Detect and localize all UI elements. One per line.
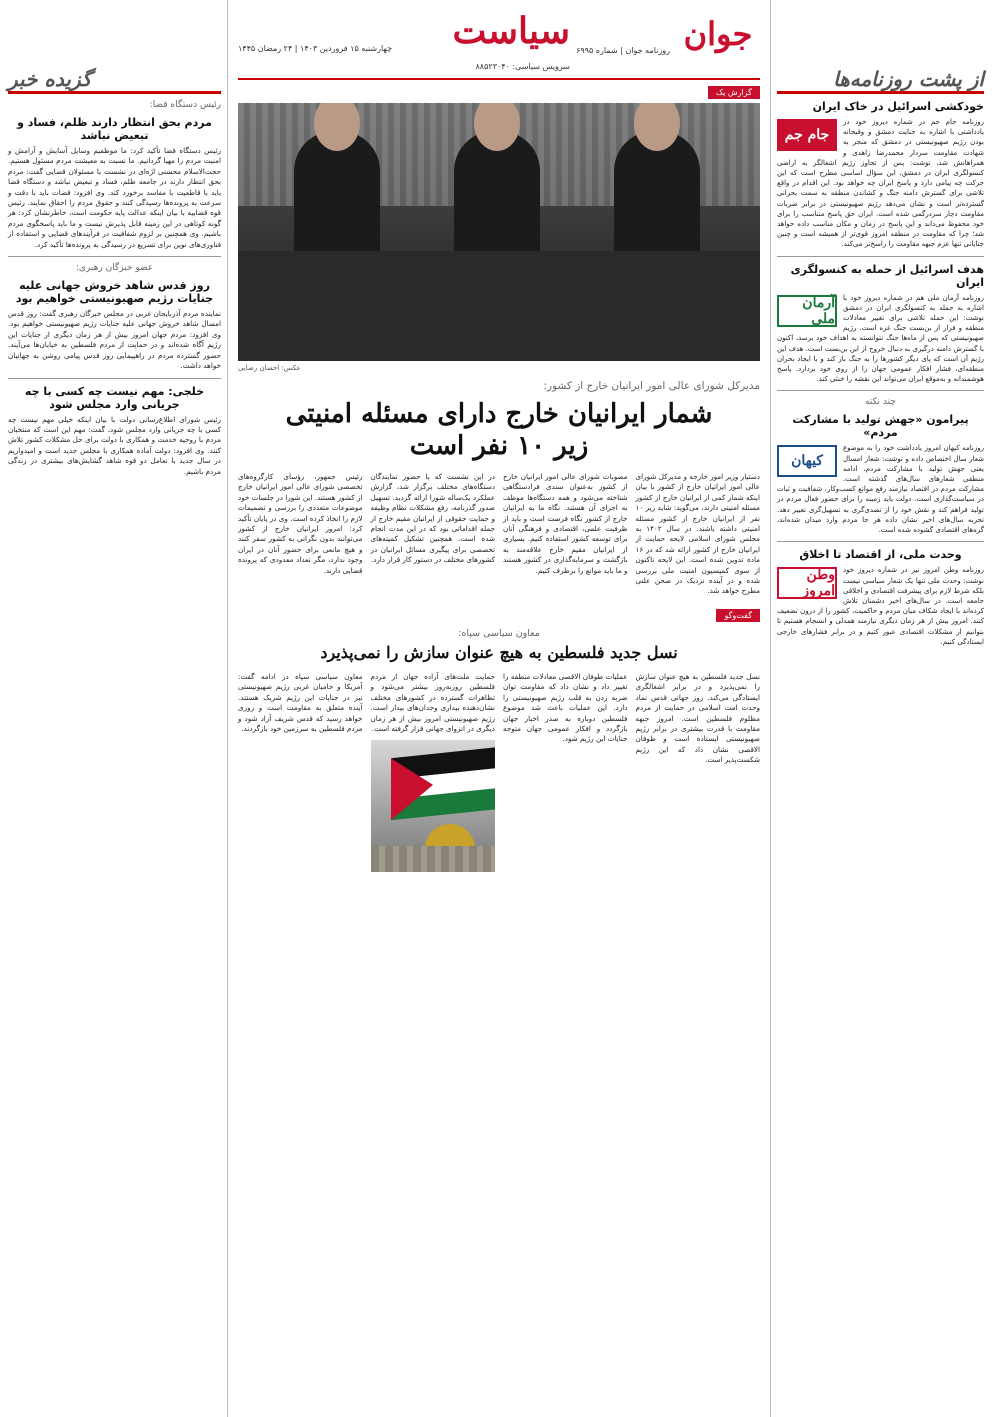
news-item-title: مردم بحق انتظار دارند ظلم، فساد و تبعیض نباشد [17, 116, 212, 142]
article-supertitle: مدیرکل شورای عالی امور ایرانیان خارج از کشور: [543, 380, 760, 392]
news-item-body: رئیس دستگاه قضا تأکید کرد: ما موظفیم وسایل آسایش و آرامش و امنیت مردم را مهیا گردانیم. ما نسبت به معیشت مردم مسئول هستیم. حجت‌الاسلام محسنی اژه‌ای در نشست با مسئولان قضایی گفت: مردم بحق انتظار دارند در جامعه ظلم، فساد و تبعیض نباشد و دستگاه قضا باید با قاطعیت با مفاسد برخورد کند. وی افزود: قضات باید با دقت و سرعت به پرونده‌ها رسیدگی کنند و حقوق مردم را احقاق نمایند. رئیس قوه قضاییه با بیان اینکه عدالت پایه حکومت است، خاطرنشان کرد: هر گونه کوتاهی در این زمینه قابل پذیرش نیست و ما باید پاسخگوی مردم باشیم. وی همچنین بر لزوم شفافیت در فرآیندهای قضایی و استفاده از فناوری‌های نوین برای تسریع در رسیدگی به پرونده‌ها تأکید کرد. [8, 146, 221, 249]
article-columns [238, 472, 760, 597]
article-column: عملیات طوفان الاقصی معادلات منطقه را تغییر داد و نشان داد که مقاومت توان ضربه زدن به قلب رژیم صهیونیستی را دارد. این عملیات باعث شد موضوع فلسطین دوباره به صدر اخبار جهان بازگردد و افکار عمومی جهان متوجه جنایات این رژیم شود. [503, 671, 628, 744]
jamejam-logo: جام جم [777, 119, 837, 151]
divider [777, 541, 984, 542]
article-headline: نسل جدید فلسطین به هیچ عنوان سازش را نمی‌پذیرد [320, 642, 678, 662]
press-item-title: خودکشی اسرائیل در خاک ایران [812, 100, 984, 113]
article-column: نسل جدید فلسطین به هیچ عنوان سازش را نمی‌پذیرد و در برابر اشغالگری ایستادگی می‌کند. روز جهانی قدس نماد وحدت امت اسلامی در حمایت از مردم مظلوم فلسطین است. امروز جبهه مقاومت با قدرت بیشتری در برابر رژیم صهیونیستی ایستاده است و طوفان الاقصی نشان داد که این رژیم شکست‌پذیر است. [635, 671, 760, 765]
press-item-body: روزنامه کیهان امروز یادداشت خود را به موضوع شعار سال اختصاص داده و نوشت: شعار امسال یعنی جهش تولید با مشارکت مردم، ادامه منطقی شعارهای سال‌های گذشته است. مشارکت مردم در اقتصاد نیازمند رفع موانع کسب‌وکار، شفافیت و ثبات در سیاست‌گذاری است. دولت باید زمینه را برای حضور فعال مردم در تولید فراهم کند و نقش خود را از تصدی‌گری به تسهیل‌گری تغییر دهد. تجربه سال‌های اخیر نشان داده هر جا مردم وارد میدان شده‌اند، گره‌های اقتصادی گشوده شده است. [777, 444, 984, 535]
article-headline: شمار ایرانیان خارج دارای مسئله امنیتی زیر ۱۰ نفر است [285, 399, 713, 461]
news-item [8, 263, 221, 371]
news-item [8, 100, 221, 250]
news-item-title: روز قدس شاهد خروش جهانی علیه جنایات رژیم صهیونیستی خواهیم بود [15, 279, 214, 306]
article-column: در این نشست که با حضور نمایندگان دستگاه‌های مختلف برگزار شد، گزارش عملکرد یک‌ساله شورا ارائه گردید. تسهیل صدور گذرنامه، رفع مشکلات نظام وظیفه و حمایت حقوقی از ایرانیان مقیم خارج از جمله اقداماتی بود که در این مدت انجام شده است. همچنین تشکیل کمیته‌های تخصصی برای پیگیری مسائل ایرانیان در کشورهای مختلف در دستور کار قرار دارد. [370, 472, 495, 565]
article-supertitle: معاون سیاسی سپاه: [458, 627, 540, 639]
divider [8, 256, 221, 257]
section-title: سیاست [452, 10, 570, 52]
press-review-column [770, 0, 992, 1417]
issue-info: روزنامه جوان | شماره ۶۹۹۵ [576, 46, 670, 55]
javan-logo: جوان [683, 15, 753, 53]
divider [8, 378, 221, 379]
masthead [238, 10, 760, 80]
press-item [777, 263, 984, 385]
photo-credit: عکس: احسان رضایی [238, 364, 301, 372]
news-item-super: رئیس دستگاه قضا: [149, 100, 221, 110]
press-review-rubric: از پشت روزنامه‌ها [777, 66, 984, 94]
arman-melli-logo: آرمان ملی [777, 295, 837, 327]
press-item-title: پیرامون «جهش تولید با مشارکت مردم» [792, 413, 969, 440]
press-item-body: روزنامه جام جم در شماره دیروز خود در یادداشتی با اشاره به جنایت دمشق و وقیحانه بودن رژیم صهیونیستی در دمشق که منجر به شهادت مقاومت سردار محمدرضا زاهدی و همراهانش شد، نوشت: پس از تجاوز رژیم اشغالگر به اراضی کنسولگری ایران در دمشق، این سؤال اساسی مطرح است که این حرکت چه پیامی دارد و پاسخ ایران چه خواهد بود. این اقدام در واقع تلاشی برای گسترش دامنه جنگ و کشاندن منطقه به سمت بحرانی گسترده‌تر است و نشان می‌دهد رژیم صهیونیستی در برابر ضربات مقاومت دچار سردرگمی شده است. ایران حق پاسخ متناسب را برای خود محفوظ می‌داند و این پاسخ در زمان و مکان مناسب داده خواهد شد؛ چرا که مقاومت در منطقه امروز قوی‌تر از همیشه است و چنین جنایاتی تنها عزم جبهه مقاومت را راسخ‌تر می‌کند. [777, 118, 984, 249]
article-column: حمایت ملت‌های آزاده جهان از مردم فلسطین روزبه‌روز بیشتر می‌شود و تظاهرات گسترده در کشورهای مختلف نشان‌دهنده بیداری وجدان‌های بیدار است. رژیم صهیونیستی امروز بیش از هر زمان دیگری در انزوای جهانی قرار گرفته است. [370, 671, 495, 733]
news-brief-rubric: گزیده خبر [8, 66, 221, 94]
news-brief-column [0, 0, 228, 1417]
divider [777, 256, 984, 257]
article-columns [238, 672, 760, 878]
article-column: معاون سیاسی سپاه در ادامه گفت: آمریکا و حامیان غربی رژیم صهیونیستی نیز در جنایات این رژیم شریک هستند. آینده متعلق به مقاومت است و روزی خواهد رسید که قدس شریف آزاد شود و مردم فلسطین به سرزمین خود بازگردند. [238, 671, 363, 733]
main-column [228, 0, 770, 1417]
news-item-body: رئیس شورای اطلاع‌رسانی دولت با بیان اینکه خیلی مهم نیست چه کسی با چه جریانی وارد مجلس شود، گفت: مهم این است که منتخبان مردم با روحیه خدمت و همکاری با دولت برای حل مشکلات کشور تلاش کنند. وی افزود: دولت آماده همکاری با مجلس جدید است و امیدواریم در سال جدید با تعامل دو قوه شاهد گشایش‌های بیشتری در زندگی مردم باشیم. [8, 414, 221, 476]
press-item-super: چند نکته [865, 397, 896, 408]
press-item [777, 397, 984, 535]
press-item-body: روزنامه وطن امروز نیز در شماره دیروز خود نوشت: وحدت ملی تنها یک شعار سیاسی نیست بلکه شرط لازم برای پیشرفت اقتصادی و اخلاقی جامعه است. در سال‌های اخیر دشمنان تلاش کرده‌اند با ایجاد شکاف میان مردم و حاکمیت، کشور را از درون تضعیف کنند. امروز بیش از هر زمان دیگری نیازمند همدلی و انسجام هستیم تا بتوانیم از مشکلات اقتصادی عبور کنیم و در برابر فشارهای خارجی ایستادگی کنیم. [777, 566, 984, 646]
officials-photo [238, 103, 760, 361]
press-item-body: روزنامه آرمان ملی هم در شماره دیروز خود با اشاره به حمله به کنسولگری ایران در دمشق نوشت: این حمله تلاشی برای تغییر معادلات منطقه و فرار از بن‌بست جنگ غزه است. رژیم صهیونیستی که پس از ماه‌ها جنگ نتوانسته به اهداف خود برسد، اکنون با گسترش دامنه درگیری به دنبال خروج از این بن‌بست است. هدف این رژیم آن است که پای دیگر کشورها را به جنگ باز کند و با ایجاد بحران منطقه‌ای، فشار افکار عمومی جهان را از روی خود بردارد. پاسخ هوشمندانه و به‌موقع ایران می‌تواند این نقشه را خنثی کند. [777, 293, 984, 384]
press-item-title: هدف اسرائیل از حمله به کنسولگری ایران [790, 262, 984, 289]
divider [777, 390, 984, 391]
article-tag: گزارش یک [708, 86, 760, 99]
article-column: رئیس جمهور، رؤسای کارگروه‌های تخصصی شورای عالی امور ایرانیان خارج از کشور هستند. این شورا در جلسات خود موضوعات متعددی را بررسی و تصمیمات لازم را اتخاذ کرده است. وی در پایان تأکید کرد: امروز ایرانیان خارج از کشور می‌توانند بدون نگرانی به کشور سفر کنند و هیچ مانعی برای حضور آنان در ایران وجود ندارد، مگر تعداد معدودی که پرونده قضایی دارند. [238, 472, 363, 575]
palestine-flag-photo [371, 740, 496, 872]
news-item-body: نماینده مردم آذربایجان غربی در مجلس خبرگان رهبری گفت: روز قدس امسال شاهد خروش جهانی علیه جنایات رژیم صهیونیستی خواهیم بود. وی افزود: مردم جهان امروز بیش از هر زمان دیگری از جنایات این رژیم آگاه شده‌اند و در حمایت از مردم فلسطین به خیابان‌ها می‌آیند. حضور گسترده مردم در راهپیمایی روز قدس پیامی روشن به جهانیان خواهد داشت. [8, 309, 221, 371]
news-item [8, 385, 221, 477]
date-info: چهارشنبه ۱۵ فروردین ۱۴۰۳ | ۲۴ رمضان ۱۴۴۵ [238, 44, 393, 53]
news-item-title: خلجی: مهم نیست چه کسی با چه جریانی وارد مجلس شود [24, 384, 205, 411]
vatan-emrooz-logo: وطن امروز [777, 567, 837, 599]
press-item-title: وحدت ملی، از اقتصاد تا اخلاق [799, 548, 962, 562]
article-column: مصوبات شورای عالی امور ایرانیان خارج از کشور به‌عنوان سندی فرادستگاهی شناخته می‌شود و همه دستگاه‌ها موظف به اجرای آن هستند. نگاه ما به ایرانیان خارج از کشور نگاه فرصت است و باید از ظرفیت علمی، اقتصادی و فرهنگی آنان برای توسعه کشور استفاده کنیم. بسیاری از ایرانیان مقیم خارج علاقه‌مند به بازگشت و سرمایه‌گذاری در کشور هستند و ما باید موانع را برطرف کنیم. [503, 472, 628, 575]
article-column: دستیار وزیر امور خارجه و مدیرکل شورای عالی امور ایرانیان خارج از کشور با بیان اینکه شمار کمی از ایرانیان خارج از کشور مسئله امنیتی دارند، می‌گوید: شاید زیر ۱۰ نفر از ایرانیان خارج از کشور مسئله امنیتی داشته باشند. در سال ۱۴۰۲ به مجلس شورای اسلامی لایحه حمایت از ایرانیان خارج از کشور ارائه شد که در ۱۶ ماده تدوین شده است. این لایحه تاکنون از سوی کمیسیون امنیت ملی بررسی شده و در آینده نزدیک در صحن علنی مطرح خواهد شد. [635, 472, 760, 596]
news-item-super: عضو خبرگان رهبری: [75, 263, 154, 274]
press-item [777, 548, 984, 647]
section-phone: سرویس سیاسی: ۸۸۵۲۳۰۴۰ [475, 62, 570, 71]
kayhan-logo: کیهان [777, 445, 837, 477]
press-item [777, 100, 984, 250]
article-tag: گفت‌وگو [716, 609, 760, 622]
